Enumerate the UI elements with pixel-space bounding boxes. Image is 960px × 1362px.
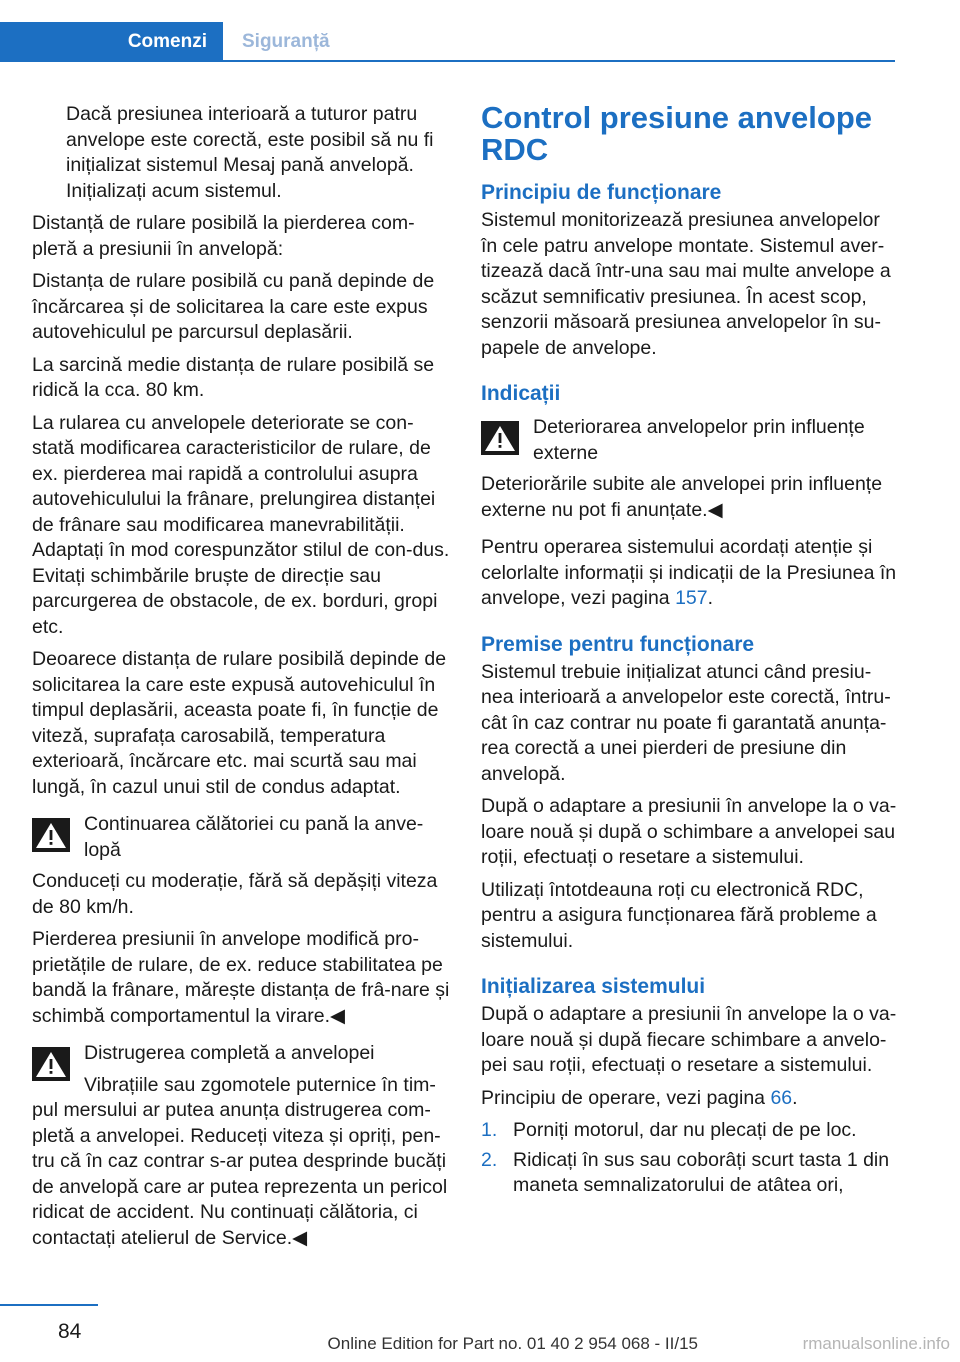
tab-comenzi[interactable]: Comenzi bbox=[0, 22, 223, 62]
warning-continue-driving bbox=[32, 812, 450, 863]
right-column bbox=[481, 102, 899, 1203]
paragraph-distance-variation: Deoarece distanța de rulare posibilă depinde de solicitarea la care este expusă autovehiculul în timpul deplasării, aceasta poate fi, în funcție de viteză, suprafața carosabilă, temperatura exterioară, încărcare etc. mai scurtă sau mai lungă, în cazul unui stil de condus adaptat. bbox=[32, 648, 447, 798]
heading-initialization: Inițializarea sistemului bbox=[481, 975, 706, 998]
paragraph-moderate-speed: Conduceți cu moderație, fără să depășiți viteza de 80 km/h. bbox=[32, 870, 438, 918]
page-number: 84 bbox=[58, 1320, 82, 1343]
list-item bbox=[481, 1148, 899, 1199]
paragraph-initialization: După o adaptare a presiunii în anvelope la o va‐loare nouă și după fiecare schimbare a anvelo‐pei sau roții, efectuați o resetare a sistemului. bbox=[481, 1003, 897, 1076]
heading-indications: Indicații bbox=[481, 382, 561, 405]
warning-triangle-icon bbox=[481, 421, 519, 455]
warning-title: Distrugerea completă a anvelopei bbox=[84, 1042, 375, 1064]
section-title: Control presiune anvelope RDC bbox=[481, 100, 873, 167]
paragraph-prerequisite-reset: După o adaptare a presiunii în anvelope la o va‐loare nouă și după o schimbare a anvelopei sau roții, efectuați o resetare a sistemului. bbox=[481, 795, 897, 868]
operation-note-text: Pentru operarea sistemului acordați atenție și celorlalte informații și indicații de la Presiunea în anvelope, vezi pagina bbox=[481, 536, 897, 609]
paragraph-prerequisite-rdc: Utilizați întotdeauna roți cu electronică RDC, pentru a asigura funcționarea fără probleme a sistemului. bbox=[481, 878, 877, 952]
paragraph-tire-destruction: pul mersului ar putea anunța distrugerea com‐pletă a anvelopei. Reduceți viteza și opriți, pen‐tru că în caz contrar s-ar putea desprinde bucăți de anvelopă care ar putea reprezenta un pericol ridicat de accident. Nu continuați călătoria, ci contactați atelierul de Service.◀ bbox=[32, 1099, 448, 1249]
page-link-66[interactable]: 66 bbox=[770, 1086, 793, 1109]
paragraph-operating-principle bbox=[481, 1086, 899, 1112]
step-number: 1. bbox=[481, 1119, 498, 1141]
warning-body bbox=[84, 1041, 450, 1098]
warning-title: Deteriorarea anvelopelor prin influențe externe bbox=[533, 416, 865, 464]
paragraph-distance-heading: Distanță de rulare posibilă la pierderea com‐plетă a presiunii în anvelopă: bbox=[32, 212, 415, 260]
footer-accent-line bbox=[0, 1304, 98, 1306]
edition-info: Online Edition for Part no. 01 40 2 954 068 - II/15 bbox=[327, 1334, 698, 1353]
operating-principle-end: . bbox=[792, 1086, 798, 1109]
heading-prerequisites: Premise pentru funcționare bbox=[481, 632, 755, 656]
page-link-157[interactable]: 157 bbox=[675, 587, 708, 609]
watermark: rmanualsonline.info bbox=[802, 1334, 950, 1353]
warning-first-line: Vibrațiile sau zgomotele puternice în tim‐ bbox=[84, 1073, 436, 1096]
paragraph-distance-load: Distanța de rulare posibilă cu pană depinde de încărcarea și de solicitarea la care este expus autovehiculul pe parcursul deplasării. bbox=[32, 270, 435, 343]
paragraph-damaged-tires: La rularea cu anvelopele deteriorate se con‐stată modificarea caracteristicilor de rulare, de ex. pierderea mai rapidă a controlului asupra autovehiculului la frânare, prelungirea distanței de frânare sau modificarea manevrabilității. Adaptați în mod corespunzător stilul de con‐dus. Evitați schimbările bruște de direcție sau parcurgerea de obstacole, de ex. borduri, gropi etc. bbox=[32, 411, 450, 638]
left-column bbox=[32, 102, 450, 1258]
step-number: 2. bbox=[481, 1148, 498, 1171]
tab-underline bbox=[223, 60, 895, 62]
steps-list bbox=[481, 1118, 899, 1199]
warning-external-damage bbox=[481, 415, 899, 466]
paragraph-prerequisite-init: Sistemul trebuie inițializat atunci când presiu‐nea interioară a anvelopelor este corectă, întru‐cât în caz contrar nu poate fi garantată anunța‐rea corectă a unei pierderi de presiune din anvelopă. bbox=[481, 660, 891, 785]
paragraph-average-load: La sarcină medie distanța de rulare posibilă se ridică la cca. 80 km. bbox=[32, 353, 435, 401]
paragraph-principle: Sistemul monitorizează presiunea anvelopelor în cele patru anvelope montate. Sistemul aver‐tizează dacă într-una sau mai multe anvelope a scăzut semnificativ presiunea. În acest scop, senzorii măsoară presiunea anvelopelor în su‐papele de anvelope. bbox=[481, 209, 891, 359]
warning-title: Continuarea călătoriei cu pană la anve‐lopă bbox=[84, 813, 424, 861]
paragraph-initialize-note: Dacă presiunea interioară a tuturor patru anvelope este corectă, este posibil să nu fi inițializat sistemul Mesaj pană anvelopă. Inițializați acum sistemul. bbox=[66, 103, 434, 202]
step-text: Porniți motorul, dar nu plecați de pe loc. bbox=[513, 1119, 857, 1141]
heading-principle: Principiu de funcționare bbox=[481, 181, 722, 204]
warning-tire-destruction bbox=[32, 1041, 450, 1098]
operating-principle-text: Principiu de operare, vezi pagina bbox=[481, 1086, 771, 1109]
chapter-tabs bbox=[0, 0, 895, 62]
step-text: Ridicați în sus sau coborâți scurt tasta 1 din maneta semnalizatorului de atâtea ori, bbox=[513, 1148, 890, 1196]
paragraph-damage-not-reported: Deteriorările subite ale anvelopei prin influențe externe nu pot fi anunțate.◀ bbox=[481, 473, 883, 521]
paragraph-pressure-loss: Pierderea presiunii în anvelope modifică pro‐prietățile de rulare, de ex. reduce stabilitatea pe bandă la frânare, mărește distanța de frâ‐nare și schimbă comportamentul la virare.◀ bbox=[32, 928, 450, 1027]
warning-triangle-icon bbox=[32, 1047, 70, 1081]
paragraph-operation-note bbox=[481, 535, 899, 612]
list-item bbox=[481, 1118, 899, 1144]
tab-siguranta[interactable]: Siguranță bbox=[242, 31, 330, 52]
warning-triangle-icon bbox=[32, 818, 70, 852]
operation-note-end: . bbox=[707, 587, 714, 609]
